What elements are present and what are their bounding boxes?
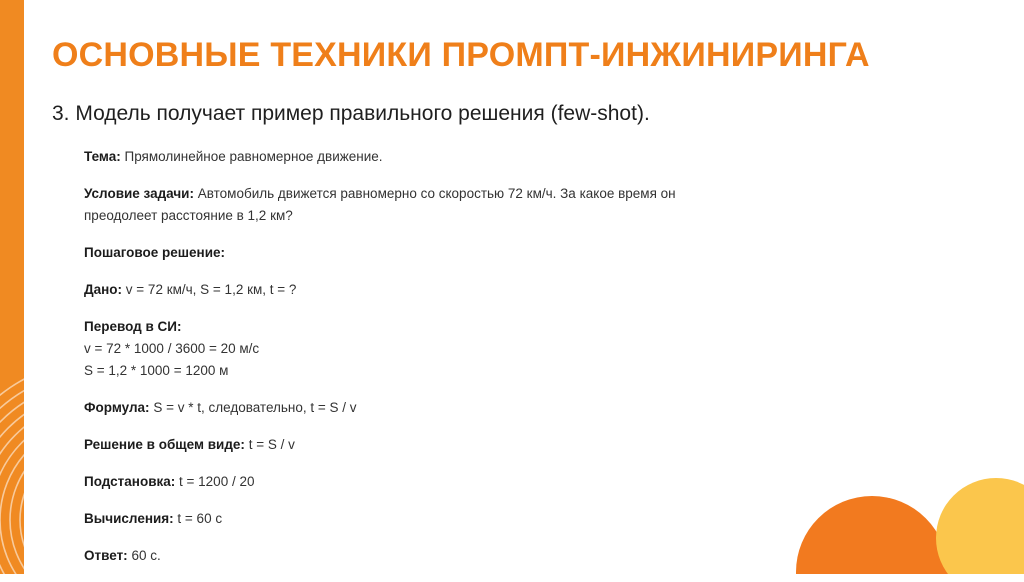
si-label: Перевод в СИ: bbox=[84, 319, 182, 334]
page-title: ОСНОВНЫЕ ТЕХНИКИ ПРОМПТ-ИНЖИНИРИНГА bbox=[52, 36, 870, 74]
substitution-line bbox=[84, 471, 764, 493]
few-shot-example bbox=[84, 146, 764, 582]
general-solution-line bbox=[84, 434, 764, 456]
orange-circle-decoration bbox=[796, 496, 948, 574]
formula-value: S = v * t, следовательно, t = S / v bbox=[153, 400, 357, 415]
arc-pattern-decoration bbox=[0, 0, 24, 574]
condition-text-line1: Автомобиль движется равномерно со скоростью 72 км/ч. За какое время он bbox=[197, 186, 676, 201]
left-accent-bar bbox=[0, 0, 24, 574]
calculation-value: t = 60 с bbox=[177, 511, 223, 526]
calculation-line bbox=[84, 508, 764, 530]
si-conversion-block bbox=[84, 316, 764, 382]
steps-heading bbox=[84, 242, 764, 264]
given-label: Дано: bbox=[84, 282, 123, 297]
condition-label: Условие задачи: bbox=[84, 186, 194, 201]
general-solution-value: t = S / v bbox=[248, 437, 295, 452]
si-velocity-line: v = 72 * 1000 / 3600 = 20 м/с bbox=[84, 341, 260, 356]
condition-block bbox=[84, 183, 764, 227]
topic-value: Прямолинейное равномерное движение. bbox=[124, 149, 383, 164]
topic-line bbox=[84, 146, 764, 168]
technique-subtitle: 3. Модель получает пример правильного решения (few-shot). bbox=[52, 102, 650, 125]
decorative-circles bbox=[764, 464, 1024, 574]
substitution-value: t = 1200 / 20 bbox=[179, 474, 255, 489]
given-value: v = 72 км/ч, S = 1,2 км, t = ? bbox=[125, 282, 297, 297]
formula-label: Формула: bbox=[84, 400, 150, 415]
general-solution-label: Решение в общем виде: bbox=[84, 437, 245, 452]
topic-label: Тема: bbox=[84, 149, 121, 164]
calculation-label: Вычисления: bbox=[84, 511, 174, 526]
given-line bbox=[84, 279, 764, 301]
substitution-label: Подстановка: bbox=[84, 474, 176, 489]
formula-line bbox=[84, 397, 764, 419]
si-distance-line: S = 1,2 * 1000 = 1200 м bbox=[84, 363, 229, 378]
steps-label: Пошаговое решение: bbox=[84, 245, 225, 260]
answer-label: Ответ: bbox=[84, 548, 128, 563]
condition-text-line2: преодолеет расстояние в 1,2 км? bbox=[84, 208, 293, 223]
answer-line bbox=[84, 545, 764, 567]
yellow-circle-decoration bbox=[936, 478, 1024, 574]
answer-value: 60 с. bbox=[131, 548, 161, 563]
